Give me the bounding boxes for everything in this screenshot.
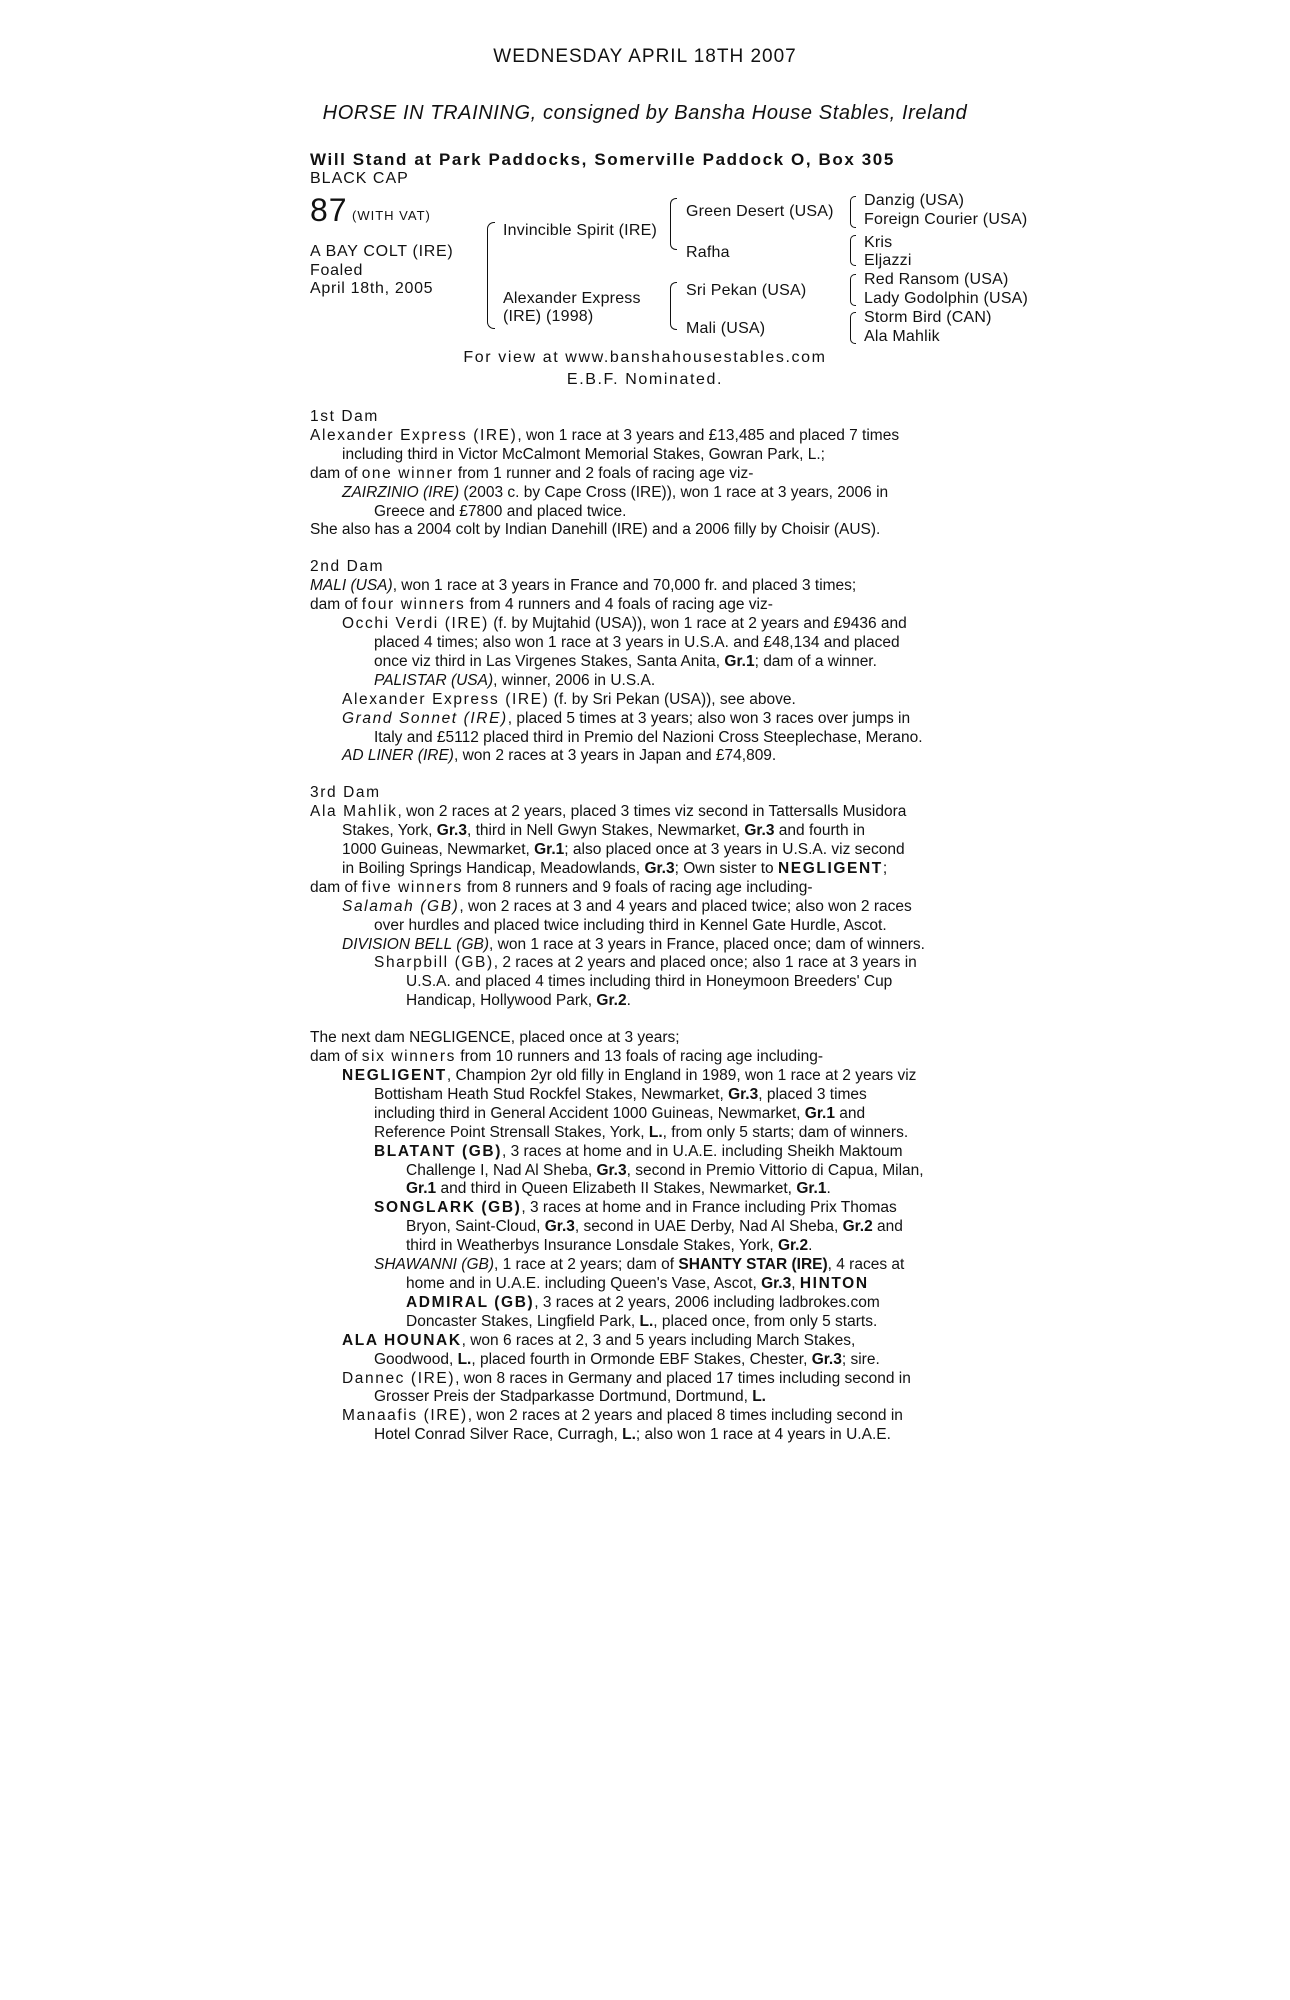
sale-date: WEDNESDAY APRIL 18TH 2007: [493, 46, 797, 67]
text: and: [872, 1218, 903, 1236]
grade: Gr.3: [596, 1161, 627, 1179]
text: , third in Nell Gwyn Stakes, Newmarket,: [466, 822, 745, 840]
pedigree-brace-sire: [670, 198, 677, 250]
dam-sire-dam: Lady Godolphin (USA): [864, 290, 1029, 307]
grade: L.: [639, 1312, 654, 1330]
text: , 1 race at 2 years; dam of: [494, 1256, 679, 1274]
progeny-name: AD LINER (IRE): [342, 747, 454, 765]
second-dam-section: [310, 558, 990, 766]
text: , won 6 races at 2, 3 and 5 years including March Stakes,: [461, 1331, 856, 1349]
progeny-name: Manaafis (IRE): [342, 1407, 468, 1425]
text: from 1 runner and 2 foals of racing age viz-: [453, 464, 754, 482]
dam-dam-dam: Ala Mahlik: [864, 328, 940, 345]
winner-count: six winners: [361, 1048, 456, 1066]
third-dam-section: [310, 784, 990, 1011]
next-dam-heading: The next dam NEGLIGENCE, placed once at 3 years;: [310, 1029, 680, 1047]
progeny-name: Salamah (GB): [342, 897, 460, 915]
pedigree-brace-dam: [670, 282, 677, 330]
text: ; also won 1 race at 4 years in U.A.E.: [635, 1426, 891, 1444]
text: ; also placed once at 3 years in U.S.A. viz second: [564, 841, 905, 859]
view-url-line: For view at www.banshahousestables.com: [463, 349, 827, 366]
foaled-label: Foaled: [310, 262, 364, 279]
text: Goodwood,: [374, 1350, 458, 1368]
grade: Gr.3: [644, 859, 675, 877]
text: from 10 runners and 13 foals of racing age including-: [455, 1048, 824, 1066]
sire-sire: Green Desert (USA): [686, 203, 834, 220]
text: Stakes, York,: [342, 822, 437, 840]
grade: Gr.2: [777, 1237, 809, 1255]
text: , from only 5 starts; dam of winners.: [662, 1123, 909, 1141]
first-dam-text: , won 1 race at 3 years and £13,485 and placed 7 times: [517, 426, 900, 444]
winner-count: five winners: [361, 878, 463, 896]
text: placed 4 times; also won 1 race at 3 years in U.S.A. and £48,134 and placed: [374, 633, 900, 651]
grade: Gr.3: [544, 1218, 575, 1236]
text: 1000 Guineas, Newmarket,: [342, 841, 535, 859]
text: .: [626, 992, 631, 1010]
grade: Gr.3: [744, 822, 775, 840]
text: Reference Point Strensall Stakes, York,: [374, 1123, 649, 1141]
progeny-name: SHANTY STAR (IRE): [678, 1256, 828, 1274]
dam-line-1: Alexander Express: [503, 290, 641, 307]
third-dam-name: Ala Mahlik: [310, 803, 398, 821]
progeny-name: Alexander Express (IRE): [342, 690, 550, 708]
lot-number: 87: [310, 192, 348, 228]
text: Bottisham Heath Stud Rockfel Stakes, Newmarket,: [374, 1085, 729, 1103]
progeny-name: ALA HOUNAK: [342, 1331, 462, 1349]
text: once viz third in Las Virgenes Stakes, Santa Anita,: [374, 652, 725, 670]
progeny-name: DIVISION BELL (GB): [342, 935, 490, 953]
text: dam of: [310, 1048, 362, 1066]
grade: Gr.3: [436, 822, 467, 840]
text: , won 2 races at 2 years and placed 8 times including second in: [467, 1407, 903, 1425]
text: including third in General Accident 1000 Guineas, Newmarket,: [374, 1104, 805, 1122]
grade: Gr.1: [534, 841, 565, 859]
progeny-name: PALISTAR (USA): [374, 671, 494, 689]
grade: L.: [752, 1388, 766, 1406]
grade: Gr.3: [728, 1085, 759, 1103]
text: , placed 3 times: [758, 1085, 867, 1103]
text: , second in Premio Vittorio di Capua, Milan,: [626, 1161, 924, 1179]
text: .: [826, 1180, 831, 1198]
text: third in Weatherbys Insurance Lonsdale Stakes, York,: [406, 1237, 778, 1255]
sire-dam-dam: Eljazzi: [864, 252, 912, 269]
text: , winner, 2006 in U.S.A.: [493, 671, 656, 689]
dam-sire: Sri Pekan (USA): [686, 282, 807, 299]
text: ; Own sister to: [674, 859, 778, 877]
text: Italy and £5112 placed third in Premio del Nazioni Cross Steeplechase, Merano.: [374, 728, 923, 746]
pedigree-brace-ds: [850, 274, 856, 306]
grade: L.: [457, 1350, 472, 1368]
text: ,: [791, 1274, 800, 1292]
grade: Gr.1: [804, 1104, 835, 1122]
grade: Gr.3: [811, 1350, 842, 1368]
progeny-name: NEGLIGENT: [342, 1067, 447, 1084]
sire-sire-dam: Foreign Courier (USA): [864, 211, 1028, 228]
text: Challenge I, Nad Al Sheba,: [406, 1161, 597, 1179]
dam-dam-sire: Storm Bird (CAN): [864, 309, 992, 326]
black-cap-label: BLACK CAP: [310, 170, 409, 187]
winner-count: four winners: [361, 596, 466, 614]
text: Handicap, Hollywood Park,: [406, 992, 597, 1010]
progeny-name: Occhi Verdi (IRE): [342, 615, 489, 633]
pedigree-brace-sd: [850, 235, 856, 266]
text: Grosser Preis der Stadparkasse Dortmund, Dortmund,: [374, 1388, 753, 1406]
pedigree-brace-ss: [850, 196, 856, 228]
ebf-nominated: E.B.F. Nominated.: [566, 371, 724, 388]
grade: Gr.1: [796, 1180, 827, 1198]
progeny-name: Sharpbill (GB): [374, 954, 494, 972]
text: , 3 races at home and in France including Prix Thomas: [521, 1199, 897, 1217]
stand-location: Will Stand at Park Paddocks, Somerville Paddock O, Box 305: [310, 150, 895, 169]
dam-pedigree-body: [310, 408, 990, 1445]
dam-sire-sire: Red Ransom (USA): [864, 271, 1009, 288]
pedigree-brace-dd: [850, 312, 856, 344]
text: , placed once, from only 5 starts.: [653, 1312, 878, 1330]
progeny-name: SONGLARK (GB): [374, 1199, 522, 1217]
text: Doncaster Stakes, Lingfield Park,: [406, 1312, 640, 1330]
pedigree-brace-gen1: [487, 222, 495, 329]
text: , 4 races at: [827, 1256, 905, 1274]
text: , placed fourth in Ormonde EBF Stakes, Chester,: [471, 1350, 812, 1368]
foaled-date: April 18th, 2005: [310, 280, 434, 297]
progeny-name: Grand Sonnet (IRE): [342, 709, 508, 727]
text: ; sire.: [841, 1350, 880, 1368]
text: (f. by Mujtahid (USA)), won 1 race at 2 years and £9436 and: [488, 615, 907, 633]
first-dam-name: Alexander Express (IRE): [310, 426, 518, 444]
sire: Invincible Spirit (IRE): [503, 222, 657, 239]
grade: L.: [648, 1123, 663, 1141]
text: , won 1 race at 3 years in France and 70,000 fr. and placed 3 times;: [392, 577, 857, 595]
lot-title: A BAY COLT (IRE): [310, 243, 454, 260]
text: from 4 runners and 4 foals of racing age viz-: [465, 596, 773, 614]
first-dam-heading: 1st Dam: [310, 408, 379, 425]
sire-dam: Rafha: [686, 244, 730, 261]
dam-line-2: (IRE) (1998): [503, 308, 594, 325]
text: ;: [882, 859, 888, 877]
text: dam of: [310, 596, 362, 614]
dam-dam: Mali (USA): [686, 320, 766, 337]
next-dam-section: [310, 1029, 990, 1445]
text: , won 2 races at 3 years in Japan and £74,809.: [453, 747, 777, 765]
text: , 2 races at 2 years and placed once; also 1 race at 3 years in: [493, 954, 917, 972]
first-dam-line: including third in Victor McCalmont Memorial Stakes, Gowran Park, L.;: [342, 445, 825, 463]
text: and third in Queen Elizabeth II Stakes, Newmarket,: [436, 1180, 797, 1198]
text: , 3 races at home and in U.A.E. including Sheikh Maktoum: [501, 1142, 903, 1160]
progeny-name: ZAIRZINIO (IRE): [342, 483, 460, 501]
progeny-name: ADMIRAL (GB): [406, 1293, 535, 1311]
text: , 3 races at 2 years, 2006 including ladbrokes.com: [534, 1293, 880, 1311]
text: ; dam of a winner.: [754, 652, 877, 670]
progeny-name: BLATANT (GB): [374, 1142, 502, 1160]
text: Hotel Conrad Silver Race, Curragh,: [374, 1426, 623, 1444]
text: , won 2 races at 2 years, placed 3 times viz second in Tattersalls Musidora: [397, 803, 907, 821]
text: , Champion 2yr old filly in England in 1989, won 1 race at 2 years viz: [446, 1067, 917, 1084]
second-dam-name: MALI (USA): [310, 577, 393, 595]
winner-count: one winner: [361, 464, 454, 482]
text: , second in UAE Derby, Nad Al Sheba,: [574, 1218, 843, 1236]
grade: Gr.2: [596, 992, 627, 1010]
text: in Boiling Springs Handicap, Meadowlands,: [342, 859, 645, 877]
grade: Gr.1: [406, 1180, 437, 1198]
second-dam-heading: 2nd Dam: [310, 558, 385, 576]
text: Greece and £7800 and placed twice.: [374, 502, 627, 520]
text: Bryon, Saint-Cloud,: [406, 1218, 545, 1236]
text: home and in U.A.E. including Queen's Vase, Ascot,: [406, 1274, 762, 1292]
text: .: [808, 1237, 813, 1255]
text: U.S.A. and placed 4 times including third in Honeymoon Breeders' Cup: [406, 973, 893, 991]
progeny-name: Dannec (IRE): [342, 1369, 456, 1387]
text: , won 8 races in Germany and placed 17 times including second in: [455, 1369, 911, 1387]
text: and fourth in: [774, 822, 865, 840]
progeny-name: NEGLIGENT: [777, 859, 883, 877]
text: over hurdles and placed twice including third in Kennel Gate Hurdle, Ascot.: [374, 916, 887, 934]
vat-note: (WITH VAT): [352, 208, 431, 223]
text: , won 1 race at 3 years in France, placed once; dam of winners.: [489, 935, 925, 953]
text: , placed 5 times at 3 years; also won 3 races over jumps in: [507, 709, 911, 727]
grade: Gr.1: [724, 652, 755, 670]
grade: Gr.2: [842, 1218, 873, 1236]
text: dam of: [310, 878, 362, 896]
first-dam-section: [310, 408, 990, 540]
text: , won 2 races at 3 and 4 years and placed twice; also won 2 races: [459, 897, 912, 915]
grade: Gr.3: [761, 1274, 792, 1292]
text: dam of: [310, 464, 362, 482]
grade: L.: [622, 1426, 636, 1444]
text: (f. by Sri Pekan (USA)), see above.: [549, 690, 796, 708]
text: from 8 runners and 9 foals of racing age including-: [462, 878, 813, 896]
consignment-heading: HORSE IN TRAINING, consigned by Bansha House Stables, Ireland: [322, 102, 968, 124]
sire-sire-sire: Danzig (USA): [864, 192, 965, 209]
third-dam-heading: 3rd Dam: [310, 784, 381, 802]
text: and: [834, 1104, 866, 1122]
progeny-name: HINTON: [799, 1274, 869, 1292]
text: (2003 c. by Cape Cross (IRE)), won 1 race at 3 years, 2006 in: [459, 483, 889, 501]
text: She also has a 2004 colt by Indian Danehill (IRE) and a 2006 filly by Choisir (AUS).: [310, 521, 881, 539]
sire-dam-sire: Kris: [864, 234, 893, 251]
progeny-name: SHAWANNI (GB): [374, 1256, 494, 1274]
